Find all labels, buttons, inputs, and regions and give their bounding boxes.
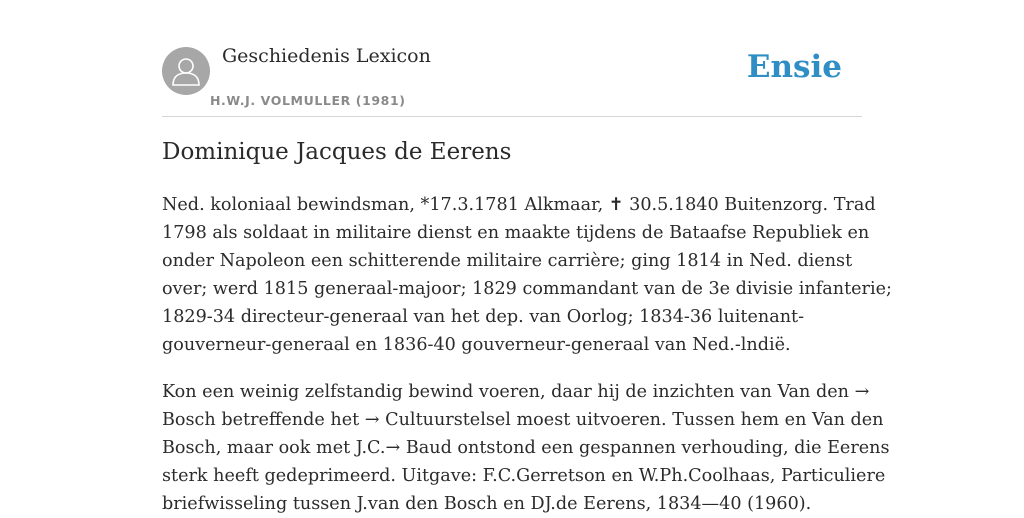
source-author[interactable]: H.W.J. VOLMULLER (1981) [210,93,406,108]
text-line: Ned. koloniaal bewindsman, *17.3.1781 Alkmaar, ✝ 30.5.1840 Buitenzorg. Trad [162,195,876,215]
text-line: 1829-34 directeur-generaal van het dep. van Oorlog; 1834-36 luitenant- [162,307,805,327]
entry-title: Dominique Jacques de Eerens [162,139,512,165]
text-line: briefwisseling tussen J.van den Bosch en DJ.de Eerens, 1834—40 (1960). [162,494,812,514]
user-icon[interactable] [162,47,210,95]
text-line: 1798 als soldaat in militaire dienst en maakte tijdens de Bataafse Republiek en [162,223,870,243]
text-line: gouverneur-generaal en 1836-40 gouverneur-generaal van Ned.-lndië. [162,335,791,355]
brand-logo[interactable]: Ensie [746,49,842,85]
text-line: sterk heeft gedeprimeerd. Uitgave: F.C.Gerretson en W.Ph.Coolhaas, Particuliere [162,466,886,486]
entry-card [162,0,892,514]
source-title[interactable]: Geschiedenis Lexicon [222,45,431,67]
text-line: onder Napoleon een schitterende militaire carrière; ging 1814 in Ned. dienst [162,251,853,271]
entry-body [162,191,892,518]
paragraph-1 [162,191,892,359]
text-line: Kon een weinig zelfstandig bewind voeren, daar hij de inzichten van Van den → [162,382,870,402]
paragraph-2 [162,378,890,518]
entry-header [162,0,862,117]
text-line: Bosch betreffende het → Cultuurstelsel moest uitvoeren. Tussen hem en Van den [162,410,884,430]
text-line: Bosch, maar ook met J.C.→ Baud ontstond een gespannen verhouding, die Eerens [162,438,890,458]
text-line: over; werd 1815 generaal-majoor; 1829 commandant van de 3e divisie infanterie; [162,279,892,299]
